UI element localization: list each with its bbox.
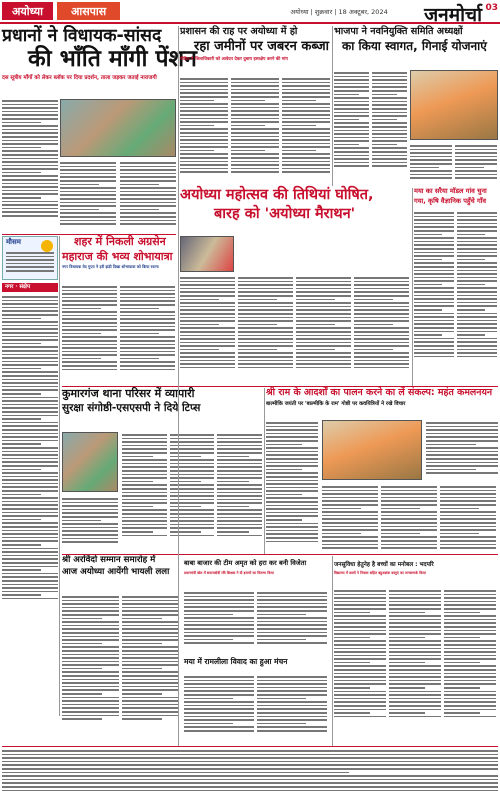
section-tab-aaspaas[interactable]: आसपास: [57, 2, 120, 20]
arvind-story: [62, 556, 180, 596]
ram-story: [266, 388, 498, 416]
rule-mid: [62, 386, 498, 387]
bjp-body-2: [410, 143, 498, 185]
children-subhead: विद्यालय में छात्रों ने निवास सहित बहुउम्रांक वस्तुएं का जनसम्पर्क किया: [334, 571, 426, 576]
section-tab-ayodhya[interactable]: अयोध्या: [2, 2, 53, 20]
ramlila-headline: मया में रामलीला विवाद का हुआ मंचन: [184, 657, 288, 666]
mahotsav-headline-1: अयोध्या महोत्सव की तिथियां घोषित,: [180, 187, 374, 203]
baba-story: [184, 560, 330, 594]
maya-headline-1: मया का सरैया मॉडल गांव चुना: [414, 187, 487, 195]
ram-body-1: [266, 420, 318, 560]
col-rule-1: [178, 26, 179, 746]
kumarganj-headline-2: सुरक्षा संगोष्ठी-एसएसपी ने दिये टिप्स: [62, 401, 201, 414]
children-story: [334, 562, 498, 588]
sun-icon: [41, 240, 53, 252]
pension-body-col-3: [120, 160, 176, 233]
shobhayatra-subhead: नगर विधायक वेद गुप्ता ने हरी झंडी दिखा शोभायात्रा को किया रवाना: [62, 264, 159, 270]
ramlila-body: [184, 674, 330, 744]
ram-headline: श्री राम के आदर्शों का पालन करने का लें संकल्प: महंत कमलनयन: [266, 387, 493, 398]
shobhayatra-body: [62, 284, 176, 384]
ramlila-story: [184, 658, 330, 672]
weather-box: [2, 236, 58, 280]
kumarganj-body-2: [62, 496, 118, 552]
pension-photo: [60, 99, 176, 157]
pension-headline-2: की भाँति माँगी पेंशन: [28, 46, 197, 73]
land-headline-1: प्रशासन की राह पर अयोध्या में हो: [180, 26, 298, 37]
ram-body-2: [322, 484, 498, 560]
bjp-photo: [410, 70, 498, 140]
ram-photo: [322, 420, 422, 480]
baba-headline: बाबा बाजार की टीम अमृत को हरा कर बनी विजेता: [184, 559, 307, 567]
rule-bottom: [2, 746, 498, 747]
bjp-body: [334, 70, 408, 182]
pension-headline-1: प्रधानों ने विधायक-सांसद: [2, 26, 162, 46]
kumarganj-headline-1: कुमारगंज थाना परिसर में व्यापारी: [62, 387, 195, 400]
bottom-strip: [0, 748, 500, 809]
left-briefs: [2, 294, 58, 714]
brief-tag-label-2: संक्षेप: [19, 284, 31, 290]
baba-body: [184, 590, 330, 654]
kumarganj-body: [122, 432, 262, 552]
brief-tag: नगर · संक्षेप: [2, 283, 58, 292]
shobhayatra-story: [62, 236, 176, 282]
weather-title: मौसम: [6, 238, 21, 246]
arvind-body: [62, 594, 180, 744]
land-story: [180, 27, 330, 75]
land-body: [180, 76, 330, 186]
bjp-headline-1: भाजपा ने नवनियुक्ति समिति अध्यक्षों: [334, 26, 463, 37]
pension-body-col-1: [2, 98, 58, 233]
shobhayatra-headline-1: शहर में निकली अग्रसेन: [74, 235, 166, 248]
bjp-headline-2: का किया स्वागत, गिनाई योजनाएं: [342, 39, 487, 54]
arvind-headline-2: आज अयोध्या आयेंगी भायली लला: [62, 567, 170, 578]
col-rule-2: [332, 26, 333, 186]
mahotsav-story: [180, 188, 410, 232]
baba-subhead: प्रधानमंत्री खेल में समाजसेवी रवि शिक्षक ने दी इनामों का वितरण किया: [184, 570, 274, 575]
mahotsav-headline-2: बारह को 'अयोध्या मैराथन': [214, 206, 356, 223]
pension-story: [2, 26, 197, 97]
col-rule-5: [332, 556, 333, 746]
pension-body-col-2: [60, 160, 116, 233]
children-headline: जनसुविधा हेतुनेह है बच्चों का मनोबल : भदपरि: [334, 562, 434, 568]
kumarganj-story: [62, 388, 262, 428]
pension-subhead: दस सूत्रीय माँगों को लेकर ब्लॉक पर दिया प्रदर्शन, ताला जड़कर जताई नाराजगी: [2, 74, 157, 81]
land-headline-2: रहा जमीनों पर जबरन कब्जा: [194, 39, 330, 55]
rule-top-left: [2, 234, 176, 235]
arvind-headline-1: श्री अरविंदो सम्मान समारोह में: [62, 555, 156, 565]
land-subhead: पीड़ित ने जिलाधिकारी को आवेदन देकर दुबारा हस्तक्षेप करने की मांग: [180, 56, 288, 62]
ram-subhead: बाल्मीकि जयंती पर 'बाल्मीकि के राम' गोष्ठी पर कवयित्रियों ने रखे विचार: [266, 400, 406, 407]
dateline: अयोध्या | शुक्रवार | 18 अक्टूबर, 2024: [290, 7, 388, 16]
shobhayatra-headline-2: महाराज की भव्य शोभायात्रा: [62, 249, 173, 263]
kumarganj-photo: [62, 432, 118, 492]
left-col-rule: [59, 236, 60, 716]
col-rule-3: [412, 188, 413, 386]
children-body: [334, 588, 498, 744]
maya-headline-2: गया, कृषि वैज्ञानिक पहुँचे गाँव: [414, 196, 487, 205]
col-rule-4: [264, 388, 265, 554]
mahotsav-photo: [180, 236, 234, 272]
ram-body-3: [426, 420, 498, 482]
maya-body: [414, 210, 498, 385]
bjp-story: [334, 27, 498, 67]
page-number: 03: [485, 3, 498, 13]
masthead-logo: जनमोर्चा: [424, 4, 482, 26]
brief-tag-label: नगर: [5, 284, 14, 290]
header-bar: [0, 0, 500, 24]
rule-lower: [62, 554, 498, 555]
mahotsav-body: [180, 275, 410, 385]
